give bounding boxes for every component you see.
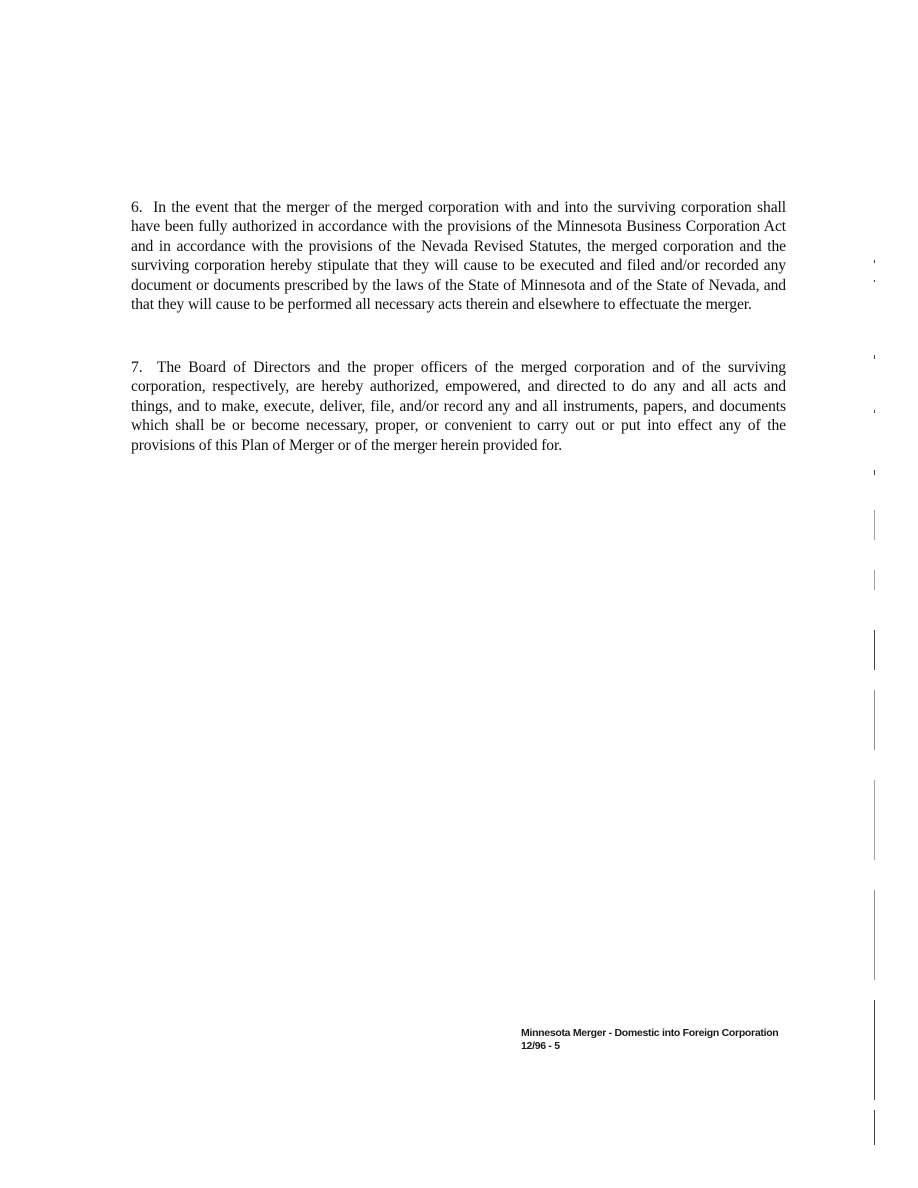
paragraph-7-text: The Board of Directors and the proper officers of the merged corporation and of the surviving corporation, respectively, are hereby authorized, empowered, and directed to do any and all acts and things, and to make, execute, deliver, file, and/or record any and all instruments, papers, and documents which shall be or become necessary, proper, or convenient to carry out or put into effect any of the provisions of this Plan of Merger or of the merger herein provided for. [131, 359, 786, 454]
paragraph-6-number: 6. [131, 199, 143, 216]
footer-page-code: 12/96 - 5 [521, 1040, 560, 1052]
paragraph-6 [131, 198, 786, 314]
paragraph-7-number: 7. [131, 359, 143, 376]
scan-edge-artifact [874, 260, 876, 1145]
paragraph-7 [131, 358, 786, 455]
paragraph-6-text: In the event that the merger of the merged corporation with and into the surviving corporation shall have been fully authorized in accordance with the provisions of the Minnesota Business Corporation Act and in accordance with the provisions of the Nevada Revised Statutes, the merged corporation and the surviving corporation hereby stipulate that they will cause to be executed and filed and/or recorded any document or documents prescribed by the laws of the State of Minnesota and of the State of Nevada, and that they will cause to be performed all necessary acts therein and elsewhere to effectuate the merger. [131, 199, 786, 314]
page-footer [521, 1027, 778, 1053]
footer-document-title: Minnesota Merger - Domestic into Foreign Corporation [521, 1027, 779, 1039]
